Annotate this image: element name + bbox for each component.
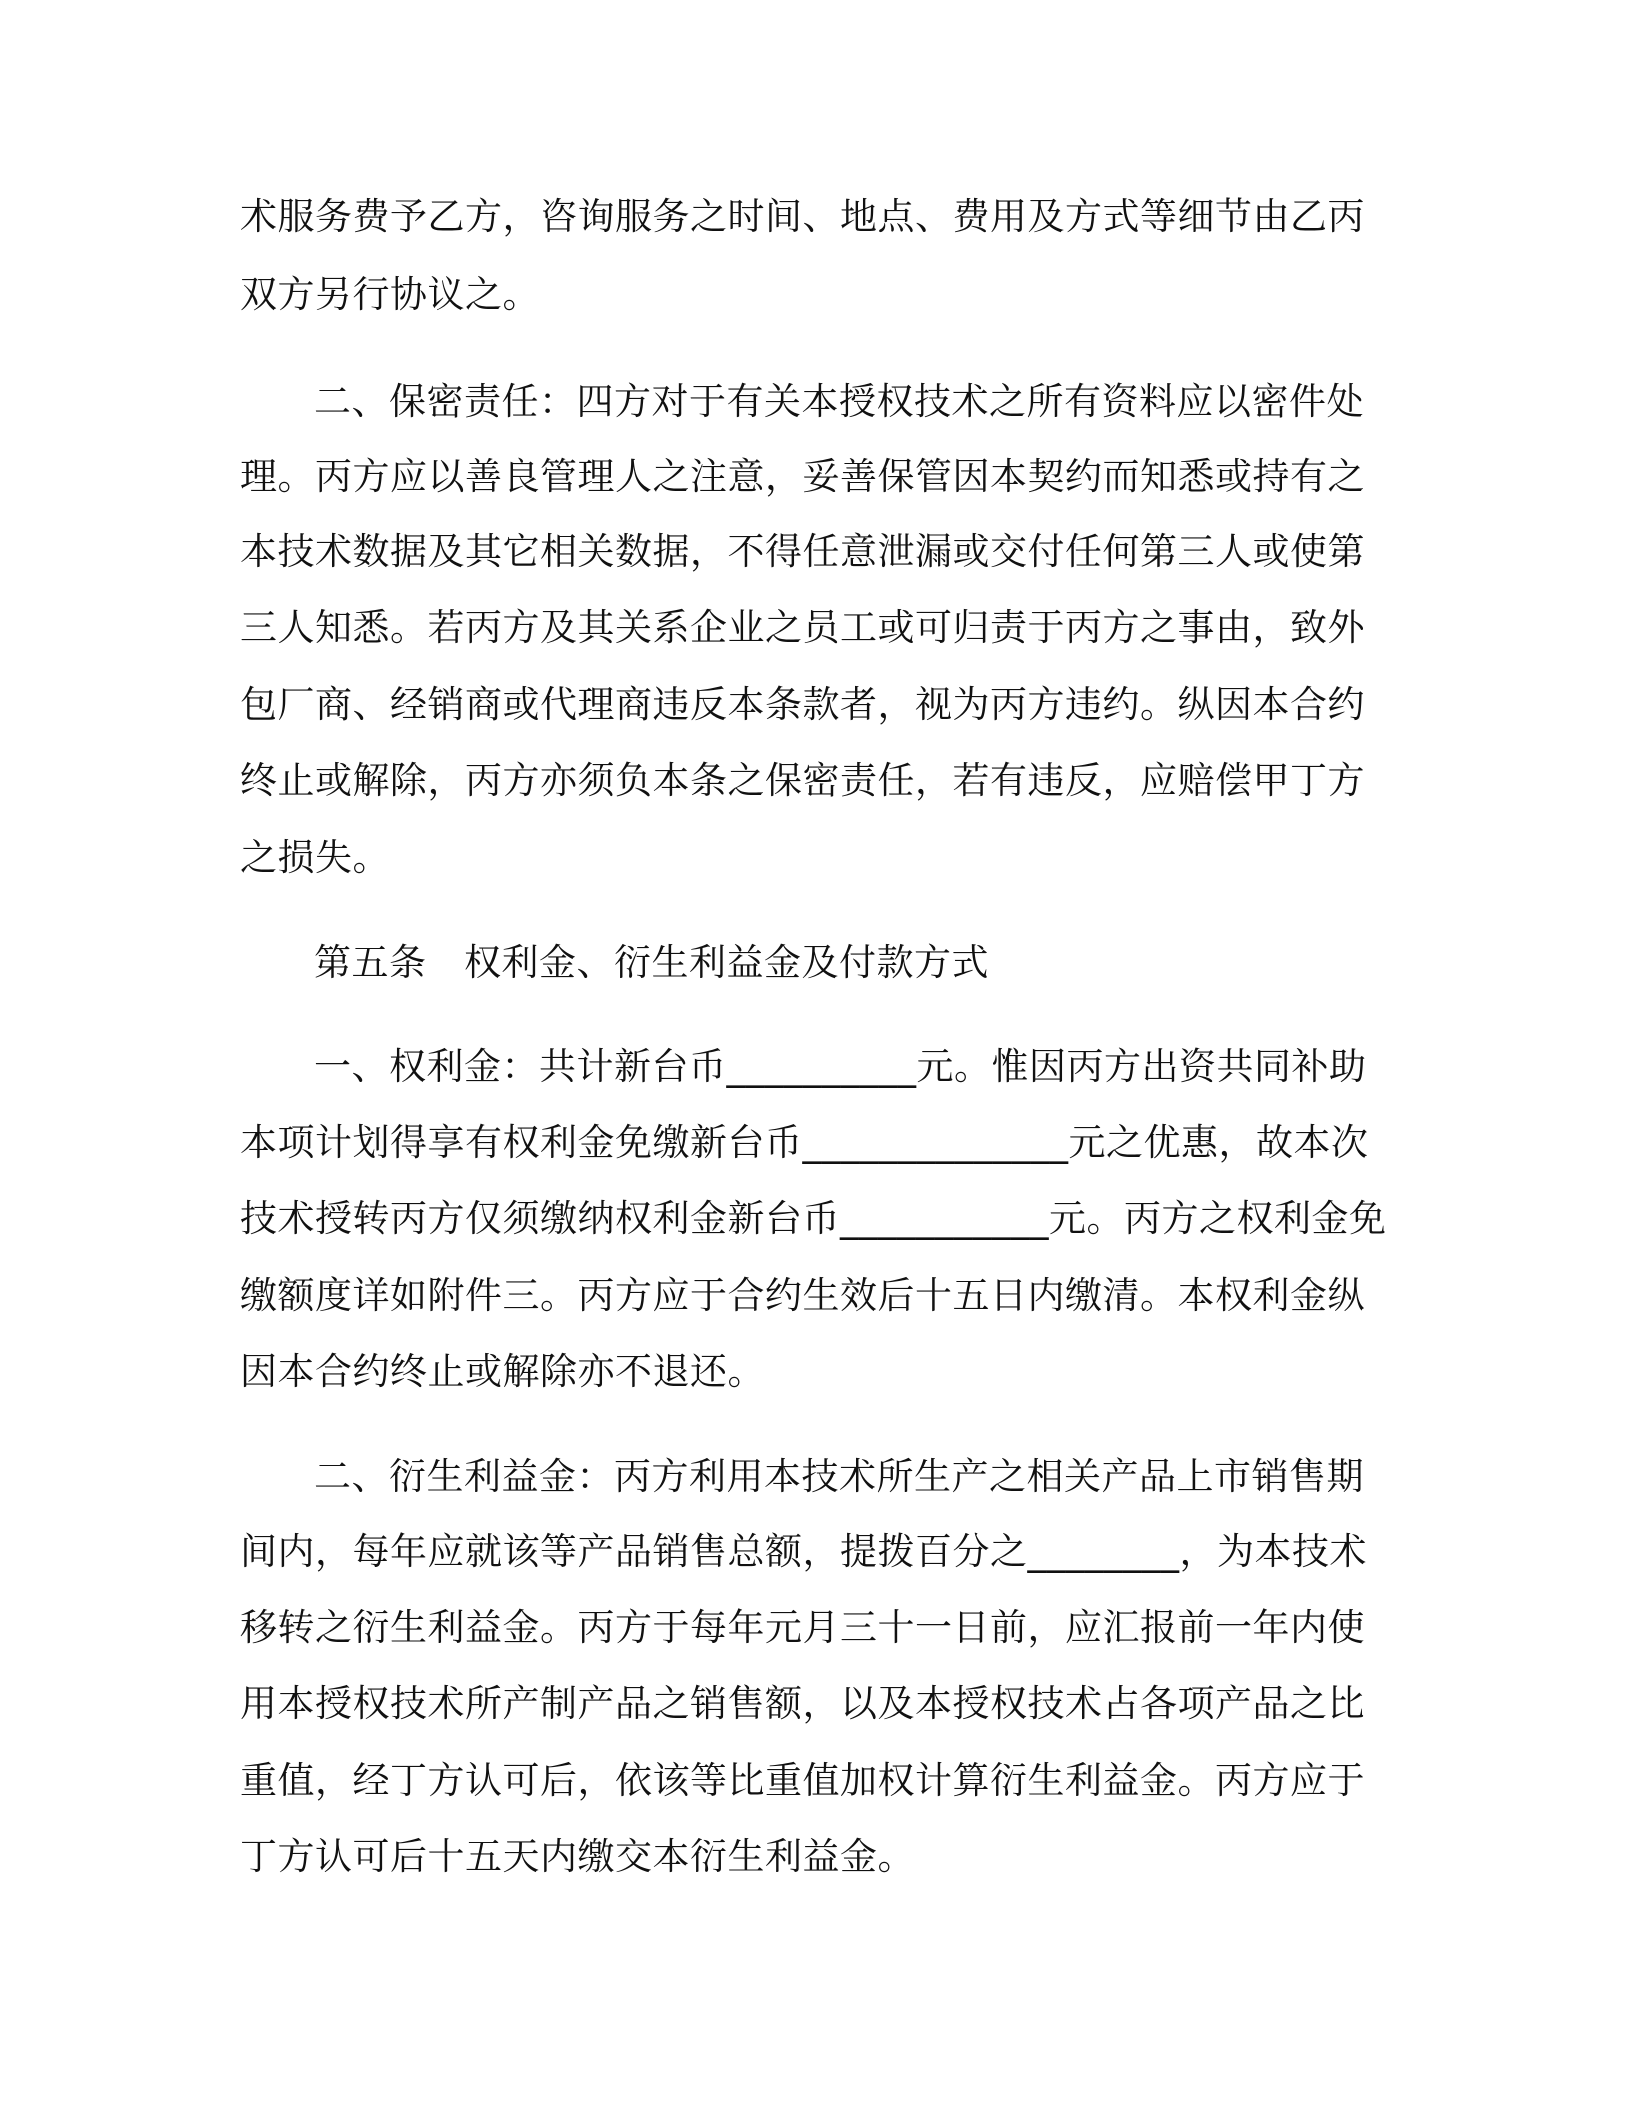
text-line: 本技术数据及其它相关数据，不得任意泄漏或交付任何第三人或使第 [240,530,1365,573]
text-line: 双方另行协议之。 [240,273,540,316]
derivative-clause-start: 二、衍生利益金：丙方利用本技术所生产之相关产品上市销售期 [314,1455,1364,1498]
text-line: 之损失。 [240,836,390,879]
text-line: 包厂商、经销商或代理商违反本条款者，视为丙方违约。纵因本合约 [240,683,1365,726]
text-line: 术服务费予乙方，咨询服务之时间、地点、费用及方式等细节由乙丙 [240,195,1365,238]
text-line: 移转之衍生利益金。丙方于每年元月三十一日前，应汇报前一年内使 [240,1606,1365,1649]
text-line: 因本合约终止或解除亦不退还。 [240,1350,765,1393]
text-line: 重值，经丁方认可后，依该等比重值加权计算衍生利益金。丙方应于 [240,1759,1365,1802]
text-line: 缴额度详如附件三。丙方应于合约生效后十五日内缴清。本权利金纵 [240,1274,1365,1317]
section-2-confidentiality-start: 二、保密责任：四方对于有关本授权技术之所有资料应以密件处 [314,380,1364,423]
text-line: 间内，每年应就该等产品销售总额，提拨百分之________，为本技术 [240,1530,1367,1573]
text-line: 终止或解除，丙方亦须负本条之保密责任，若有违反，应赔偿甲丁方 [240,759,1365,802]
text-line: 三人知悉。若丙方及其关系企业之员工或可归责于丙方之事由，致外 [240,606,1365,649]
text-line: 本项计划得享有权利金免缴新台币______________元之优惠，故本次 [240,1121,1369,1164]
text-line: 用本授权技术所产制产品之销售额，以及本授权技术占各项产品之比 [240,1682,1365,1725]
text-line: 技术授转丙方仅须缴纳权利金新台币___________元。丙方之权利金免 [240,1197,1387,1240]
text-line: 理。丙方应以善良管理人之注意，妥善保管因本契约而知悉或持有之 [240,455,1365,498]
royalty-clause-start: 一、权利金：共计新台币__________元。惟因丙方出资共同补助 [314,1045,1367,1088]
article-5-heading: 第五条 权利金、衍生利益金及付款方式 [314,941,989,984]
text-line: 丁方认可后十五天内缴交本衍生利益金。 [240,1835,915,1878]
